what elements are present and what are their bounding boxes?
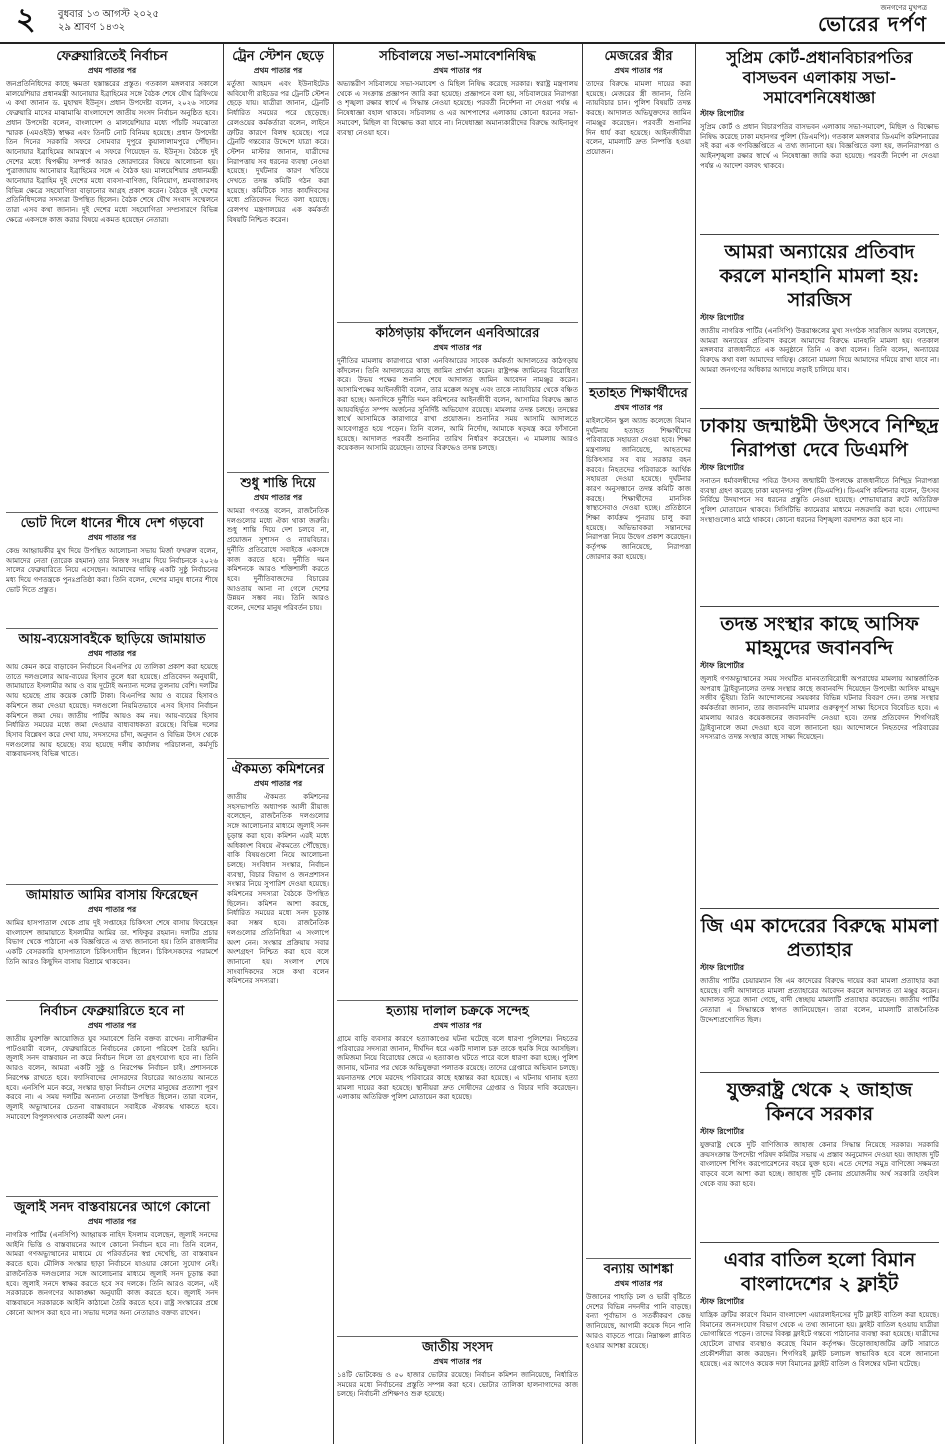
article [337, 1336, 578, 1446]
column-rule [223, 44, 224, 1444]
page-number: ২ [16, 2, 36, 37]
section-rule [700, 408, 939, 409]
article-body: দুর্নীতির মামলায় কারাগারে থাকা এনবিআরের সাবেক কর্মকর্তা আদালতের কাঠগড়ায় কাঁদলেন। তিনি আদালতের কাছে জামিন প্রার্থনা করেন। রাষ্ট্রপক্ষ জামিনের বিরোধিতা করে। উভয় পক্ষের শুনানি শেষে আদালত জামিন আবেদন নামঞ্জুর করেন। আসামিপক্ষের আইনজীবী বলেন, তার মক্কেল অসুস্থ এবং তাকে ন্যায়বিচার থেকে বঞ্চিত করা হচ্ছে। অন্যদিকে দুর্নীতি দমন কমিশনের আইনজীবী বলেন, আসামির বিরুদ্ধে জ্ঞাত আয়বহির্ভূত সম্পদ অর্জনের সুনির্দিষ্ট অভিযোগ রয়েছে। মামলার তদন্ত চলছে। তদন্তের স্বার্থে আসামিকে কারাগারে রাখা প্রয়োজন। শুনানির সময় আসামি আদালতে আবেগাপ্লুত হয়ে পড়েন। তিনি বলেন, আমি নির্দোষ, আমাকে ষড়যন্ত্র করে ফাঁসানো হয়েছে। আদালত পরবর্তী শুনানির তারিখ নির্ধারণ করেছেন। এ মামলায় আরও কয়েকজন আসামি রয়েছেন। তাদের বিরুদ্ধেও তদন্ত চলছে। [337, 357, 578, 453]
article-body: জাতীয় পার্টির চেয়ারম্যান জি এম কাদেরের বিরুদ্ধে দায়ের করা মামলা প্রত্যাহার করা হয়েছে। বাদী আদালতে মামলা প্রত্যাহারের আবেদন করলে আদালত তা মঞ্জুর করেন। আদালত সূত্রে জানা গেছে, বাদী স্বেচ্ছায় মামলাটি প্রত্যাহার করেছেন। জাতীয় পার্টির নেতারা এ সিদ্ধান্তকে স্বাগত জানিয়েছেন। তারা বলেন, মামলাটি রাজনৈতিক উদ্দেশ্যপ্রণোদিত ছিল। [700, 977, 939, 1024]
issue-date-gregorian: বুধবার ১৩ আগস্ট ২০২৫ [58, 9, 159, 20]
column-rule [582, 44, 583, 1444]
masthead-tagline: জনগণের মুখপত্র [880, 4, 927, 12]
issue-date [58, 8, 159, 34]
column-rule [333, 44, 334, 1444]
masthead [818, 4, 927, 36]
article-body: যুক্তরাষ্ট্র থেকে দুটি বাণিজ্যিক জাহাজ কেনার সিদ্ধান্ত নিয়েছে সরকার। সরকারি ক্রয়সংক্রান্ত উপদেষ্টা পরিষদ কমিটির সভায় এ প্রস্তাব অনুমোদন দেওয়া হয়। জাহাজ দুটি বাংলাদেশ শিপিং করপোরেশনের বহরে যুক্ত হবে। এতে দেশের সমুদ্র বাণিজ্যে সক্ষমতা বাড়বে বলে আশা করা হচ্ছে। জাহাজ দুটি কেনায় প্রয়োজনীয় অর্থ সরকারি তহবিল থেকে ব্যয় করা হবে। [700, 1141, 939, 1188]
article-body: আমির হাসপাতাল থেকে প্রায় দুই সপ্তাহের চিকিৎসা শেষে বাসায় ফিরেছেন বাংলাদেশ জামায়াতে ইসলামীর আমির ডা. শফিকুর রহমান। দলটির প্রচার বিভাগ থেকে পাঠানো এক বিজ্ঞপ্তিতে এ তথ্য জানানো হয়। তিনি রাজধানীর একটি বেসরকারি হাসপাতালে চিকিৎসাধীন ছিলেন। চিকিৎসকদের পরামর্শে তিনি আরও কিছুদিন বাসায় বিশ্রামে থাকবেন। [6, 919, 218, 966]
article-kicker: প্রথম পাতার পর [614, 1279, 663, 1288]
article [337, 1000, 578, 1332]
article-body: জুলাই গণঅভ্যুত্থানের সময় সংঘটিত মানবতাবিরোধী অপরাধের মামলায় আন্তর্জাতিক অপরাধ ট্রাইব্যুনালের তদন্ত সংস্থার কাছে জবানবন্দি দিয়েছেন উপদেষ্টা আসিফ মাহমুদ সজীব ভূঁইয়া। তিনি আন্দোলনের সময়কার বিভিন্ন ঘটনার বিবরণ দেন। তদন্ত সংস্থার কর্মকর্তারা জানান, তার জবানবন্দি মামলার গুরুত্বপূর্ণ সাক্ষ্য হিসেবে বিবেচিত হবে। এ মামলায় আরও কয়েকজনের জবানবন্দি নেওয়া হবে। তদন্ত প্রতিবেদন শিগগিরই ট্রাইব্যুনালে জমা দেওয়া হবে বলে জানানো হয়। আন্দোলনে নিহতদের পরিবারের সদস্যরাও তদন্ত সংস্থার কাছে সাক্ষ্য দিয়েছেন। [700, 675, 939, 742]
article-headline: হতাহত শিক্ষার্থীদের [586, 382, 691, 402]
article-body: গ্রামে বাড়ি ব্যবসার কারণে হত্যাকাণ্ডের ঘটনা ঘটেছে বলে ধারণা পুলিশের। নিহতের পরিবারের সদস্যরা জানান, দীর্ঘদিন ধরে একটি দালাল চক্র তাকে হুমকি দিয়ে আসছিল। জমিজমা নিয়ে বিরোধের জেরে এ হত্যাকাণ্ড ঘটতে পারে বলে ধারণা করা হচ্ছে। পুলিশ জানায়, ঘটনার পর থেকে অভিযুক্তরা পলাতক রয়েছে। তাদের গ্রেপ্তারে অভিযান চলছে। ময়নাতদন্ত শেষে মরদেহ পরিবারের কাছে হস্তান্তর করা হয়েছে। এ ঘটনায় থানায় হত্যা মামলা দায়ের করা হয়েছে। স্থানীয়রা দ্রুত দোষীদের গ্রেপ্তার ও বিচার দাবি করেছেন। এলাকায় অতিরিক্ত পুলিশ মোতায়েন করা হয়েছে। [337, 1035, 578, 1102]
article-headline: ঐকমত্য কমিশনের [227, 758, 329, 778]
article-headline: যুক্তরাষ্ট্র থেকে ২ জাহাজ কিনবে সরকার [726, 1079, 913, 1125]
article-kicker: প্রথম পাতার পর [614, 66, 663, 75]
article-kicker: প্রথম পাতার পর [433, 66, 482, 75]
article-headline: জামায়াত আমির বাসায় ফিরেছেন [6, 884, 218, 904]
article-kicker: প্রথম পাতার পর [433, 1021, 482, 1030]
section-rule [700, 1242, 939, 1243]
article-headline: সুপ্রিম কোর্ট-প্রধানবিচারপতির বাসভবন এলাকায় সভা-সমাবেশনিষেধাজ্ঞা [726, 48, 913, 107]
article [6, 1196, 218, 1446]
article-body: জনপ্রতিনিধিদের কাছে ক্ষমতা হস্তান্তরের প্রস্তুত। গতকাল মঙ্গলবার সকালে মালয়েশিয়ার প্রধানমন্ত্রী আনোয়ার ইব্রাহিমের সঙ্গে বৈঠক শেষে যৌথ ব্রিফিংয়ে এ কথা জানান ড. মুহাম্মদ ইউনূস। প্রধান উপদেষ্টা বলেন, ২০২৬ সালের ফেব্রুয়ারি মাসের মাঝামাঝি বাংলাদেশে জাতীয় সংসদ নির্বাচন অনুষ্ঠিত হবে। প্রধান উপদেষ্টা বলেন, বাংলাদেশ ও মালয়েশিয়ার মধ্যে পাঁচটি সমঝোতা স্মারক (এমওইউ) স্বাক্ষর এবং তিনটি নোট বিনিময় হয়েছে। প্রধান উপদেষ্টা তিন দিনের সরকারি সফরে সোমবার দুপুরে কুয়ালালামপুরে পৌঁছান। আনোয়ার ইব্রাহিমের আমন্ত্রণে এ সফরে গিয়েছেন ড. ইউনূস। বৈঠকে দুই দেশের মধ্যে দ্বিপক্ষীয় সম্পর্ক আরও জোরদারের বিষয়ে আলোচনা হয়। পুত্রাজায়ায় আনোয়ার ইব্রাহিমের সঙ্গে এ বৈঠক হয়। মালয়েশিয়ার প্রধানমন্ত্রী আনোয়ার ইব্রাহিম দুই দেশের মধ্যে ব্যবসা-বাণিজ্য, বিনিয়োগ, শ্রমবাজারসহ বিভিন্ন ক্ষেত্রে সহযোগিতা বাড়ানোর আগ্রহ প্রকাশ করেন। বৈঠকে দুই দেশের প্রতিনিধিদলের সদস্যরা উপস্থিত ছিলেন। বৈঠক শেষে যৌথ সংবাদ সম্মেলনে তারা এসব কথা জানান। দুই দেশের মধ্যে সহযোগিতা সম্প্রসারণে বিভিন্ন ক্ষেত্রে একসঙ্গে কাজ করার বিষয়ে একমত হয়েছেন নেতারা। [6, 80, 218, 224]
article [700, 1076, 939, 1240]
article-headline: আমরা অন্যায়ের প্রতিবাদ করলে মানহানি মামলা হয়: সারজিস [719, 241, 920, 311]
article-kicker: স্টাফ রিপোর্টার [700, 109, 745, 118]
article-body: তাদের বিরুদ্ধে মামলা দায়ের করা হয়েছে। মেজরের স্ত্রী জানান, তিনি ন্যায়বিচার চান। পুলিশ বিষয়টি তদন্ত করছে। আদালত অভিযুক্তদের জামিন নামঞ্জুর করেছেন। পরবর্তী শুনানির দিন ধার্য করা হয়েছে। আইনজীবীরা বলেন, মামলাটি দ্রুত নিষ্পত্তি হওয়া প্রয়োজন। [586, 80, 691, 156]
article-kicker: প্রথম পাতার পর [253, 493, 303, 502]
article-body: মাইলস্টোন স্কুল অ্যান্ড কলেজে বিমান দুর্ঘটনায় হতাহত শিক্ষার্থীদের পরিবারকে সহায়তা দেওয়া হবে। শিক্ষা মন্ত্রণালয় জানিয়েছে, আহতদের চিকিৎসার সব ব্যয় সরকার বহন করবে। নিহতদের পরিবারকে আর্থিক সহায়তা দেওয়া হয়েছে। দুর্ঘটনার কারণ অনুসন্ধানে তদন্ত কমিটি কাজ করছে। শিক্ষার্থীদের মানসিক স্বাস্থ্যসেবাও দেওয়া হচ্ছে। প্রতিষ্ঠানে শিক্ষা কার্যক্রম পুনরায় চালু করা হয়েছে। অভিভাবকরা সন্তানদের নিরাপত্তা নিয়ে উদ্বেগ প্রকাশ করেছেন। কর্তৃপক্ষ জানিয়েছে, নিরাপত্তা জোরদার করা হয়েছে। [586, 417, 691, 561]
article-headline: জুলাই সনদ বাস্তবায়নের আগে কোনো [6, 1196, 218, 1216]
section-rule [700, 1072, 939, 1073]
section-rule [700, 908, 939, 909]
article-kicker: প্রথম পাতার পর [87, 66, 137, 75]
article [227, 46, 329, 468]
article-headline: ভোট দিলে ধানের শীষে দেশ গড়বো [6, 512, 218, 532]
article-body: কেন্দ্র আহ্বায়কীর মুখ দিয়ে উপস্থিত আলোচনা সভায় মির্জা ফখরুল বলেন, আমাদের নেতা (তারেক রহমান) তার নিজস্ব সংগ্রাম দিয়ে নির্বাচনকে ২০২৬ সালের ফেব্রুয়ারিতে নিয়ে এসেছেন। আমাদের দায়িত্ব একটি সুষ্ঠু নির্বাচনের মধ্য দিয়ে গণতন্ত্রকে পুনঃপ্রতিষ্ঠা করা। তিনি বলেন, দেশের মানুষ ধানের শীষে ভোট দিতে প্রস্তুত। [6, 547, 218, 594]
article [700, 912, 939, 1070]
article-kicker: প্রথম পাতার পর [253, 779, 303, 788]
article-body: জাতীয় নাগরিক পার্টির (এনসিপি) উত্তরাঞ্চলের মুখ্য সংগঠক সারজিস আলম বলেছেন, আমরা অন্যায়ের প্রতিবাদ করলে আমাদের বিরুদ্ধে মানহানি মামলা হয়। গতকাল মঙ্গলবার রাজধানীতে এক অনুষ্ঠানে তিনি এ কথা বলেন। তিনি বলেন, অন্যায়ের বিরুদ্ধে কথা বলা আমাদের দায়িত্ব। কোনো মামলা দিয়ে আমাদের দমিয়ে রাখা যাবে না। আমরা জনগণের অধিকার আদায়ে লড়াই চালিয়ে যাব। [700, 327, 939, 374]
article [700, 46, 939, 232]
article-headline: এবার বাতিল হলো বিমান বাংলাদেশের ২ ফ্লাইট [723, 1249, 916, 1295]
article [6, 884, 218, 996]
article-kicker: স্টাফ রিপোর্টার [700, 1297, 745, 1306]
article-headline: শুধু শান্তি দিয়ে [227, 472, 329, 492]
article-headline: নির্বাচন ফেব্রুয়ারিতে হবে না [6, 1000, 218, 1020]
section-rule [700, 606, 939, 607]
article-kicker: প্রথম পাতার পর [87, 905, 137, 914]
article-body: আমরা গণতন্ত্র বলেন, রাজনৈতিক দলগুলোর মধ্যে ঐক্য থাকা জরুরি। শুধু শান্তি দিয়ে দেশ চলবে না, প্রয়োজন সুশাসন ও ন্যায়বিচার। দুর্নীতি প্রতিরোধে সবাইকে একসঙ্গে কাজ করতে হবে। দুর্নীতি দমন কমিশনকে আরও শক্তিশালী করতে হবে। দুর্নীতিবাজদের বিচারের আওতায় আনা না গেলে দেশের উন্নয়ন সম্ভব নয়। তিনি আরও বলেন, দেশের মানুষ পরিবর্তন চায়। [227, 507, 329, 613]
article-headline: ঢাকায় জন্মাষ্টমী উৎসবে নিশ্ছিদ্র নিরাপত্তা দেবে ডিএমপি [700, 415, 939, 461]
article-body: নাগরিক পার্টির (এনসিপি) আহ্বায়ক নাহিদ ইসলাম বলেছেন, জুলাই সনদের আইনি ভিত্তি ও বাস্তবায়নের আগে কোনো নির্বাচন হবে না। তিনি বলেন, আমরা গণঅভ্যুত্থানের মাধ্যমে যে পরিবর্তনের স্বপ্ন দেখেছি, তা বাস্তবায়ন করতে হবে। মৌলিক সংস্কার ছাড়া নির্বাচনে যাওয়ার কোনো সুযোগ নেই। রাজনৈতিক দলগুলোর সঙ্গে আলোচনার মাধ্যমে জুলাই সনদ চূড়ান্ত করা হবে। জুলাই সনদে স্বাক্ষর করতে হবে সব দলকে। তিনি আরও বলেন, এই সরকারকে জনগণের আকাঙ্ক্ষা অনুযায়ী কাজ করতে হবে। জুলাই সনদ বাস্তবায়নে সরকারকে আইনি কাঠামো তৈরি করতে হবে। রাষ্ট্র সংস্কারের প্রশ্নে কোনো আপস করা হবে না। সভায় দলের অন্য নেতারাও বক্তব্য রাখেন। [6, 1231, 218, 1317]
article-headline: সচিবালয়ে সভা-সমাবেশনিষিদ্ধ [379, 49, 536, 64]
article-body: উজানের পাহাড়ি ঢল ও ভারী বৃষ্টিতে দেশের বিভিন্ন নদনদীর পানি বাড়ছে। বন্যা পূর্বাভাস ও সতর্কীকরণ কেন্দ্র জানিয়েছে, আগামী কয়েক দিনে পানি আরও বাড়তে পারে। নিম্নাঞ্চল প্লাবিত হওয়ার আশঙ্কা রয়েছে। [586, 1293, 691, 1350]
article-body: জাতীয় ঐকমত্য কমিশনের সহসভাপতি অধ্যাপক আলী রীয়াজ বলেছেন, রাজনৈতিক দলগুলোর সঙ্গে আলোচনার মাধ্যমে জুলাই সনদ চূড়ান্ত করা হবে। কমিশন এরই মধ্যে অধিকাংশ বিষয়ে ঐকমত্যে পৌঁছেছে। বাকি বিষয়গুলো নিয়ে আলোচনা চলছে। সংবিধান সংস্কার, নির্বাচন ব্যবস্থা, বিচার বিভাগ ও জনপ্রশাসন সংস্কার নিয়ে সুপারিশ দেওয়া হয়েছে। কমিশনের সদস্যরা বৈঠকে উপস্থিত ছিলেন। কমিশন আশা করছে, নির্ধারিত সময়ের মধ্যে সনদ চূড়ান্ত করা সম্ভব হবে। রাজনৈতিক দলগুলোর প্রতিনিধিরা এ সংলাপে অংশ নেন। সংস্কার প্রক্রিয়ায় সবার অংশগ্রহণ নিশ্চিত করা হবে বলে জানানো হয়। সংলাপ শেষে সাংবাদিকদের সঙ্গে কথা বলেন কমিশনের সদস্যরা। [227, 793, 329, 986]
page-header [0, 0, 945, 44]
article-kicker: প্রথম পাতার পর [87, 649, 137, 658]
article [227, 758, 329, 1446]
article [337, 322, 578, 996]
article [700, 412, 939, 604]
article-kicker: স্টাফ রিপোর্টার [700, 661, 745, 670]
article [6, 1000, 218, 1192]
article-body: ১৪টি ভোটকেন্দ্র ও ৫০ হাজার ভোটার রয়েছে। নির্বাচন কমিশন জানিয়েছে, নির্ধারিত সময়ের মধ্যে নির্বাচনের প্রস্তুতি সম্পন্ন করা হবে। ভোটার তালিকা হালনাগাদের কাজ চলছে। নির্বাচনী প্রশিক্ষণও শুরু হয়েছে। [337, 1371, 578, 1399]
article-body: আয় কেমন করে বাড়াবেন নির্বাচনে বিএনপির যে তালিকা প্রকাশ করা হয়েছে তাতে দলগুলোর আয়-ব্যয়ের হিসাব তুলে ধরা হয়েছে। প্রতিবেদন অনুযায়ী, জামায়াতে ইসলামীর আয় ও ব্যয় দুটোই অন্যান্য দলের তুলনায় বেশি। দলটির আয় হয়েছে প্রায় কয়েক কোটি টাকা। বিএনপির আয় ও ব্যয়ের হিসাবও কমিশনে জমা দেওয়া হয়েছে। দলগুলো নিয়মিতভাবে এসব হিসাব নির্বাচন কমিশনে জমা দেয়। জাতীয় পার্টির আয়ও কম নয়। আয়-ব্যয়ের হিসাব নির্ধারিত সময়ের মধ্যে জমা দেওয়ার বাধ্যবাধকতা রয়েছে। বিভিন্ন দলের হিসাব বিশ্লেষণ করে দেখা যায়, সদস্যদের চাঁদা, অনুদান ও বিভিন্ন উৎস থেকে দলগুলোর আয় হয়েছে। ব্যয় হয়েছে দলীয় কার্যালয় পরিচালনা, কর্মসূচি বাস্তবায়নসহ বিভিন্ন খাতে। [6, 663, 218, 759]
section-rule [700, 234, 939, 235]
article-headline: জাতীয় সংসদ [337, 1336, 578, 1356]
article [6, 512, 218, 624]
article-kicker: স্টাফ রিপোর্টার [700, 1127, 745, 1136]
article-headline: হত্যায় দালাল চক্রকে সন্দেহ [337, 1000, 578, 1020]
column-rule [695, 44, 696, 1444]
article [337, 46, 578, 318]
article-kicker: প্রথম পাতার পর [253, 66, 303, 75]
article [700, 238, 939, 406]
article-headline: কাঠগড়ায় কাঁদলেন এনবিআরের [337, 322, 578, 342]
article-body: মর্তুজা আহমদ এবং ইউনাইটেড অবিযোগী রাইডের পর ট্রেনটি স্টেশন ছেড়ে যায়। যাত্রীরা জানান, ট্রেনটি নির্ধারিত সময়ের পরে ছেড়েছে। রেলওয়ের কর্মকর্তারা বলেন, লাইনে ত্রুটির কারণে বিলম্ব হয়েছে। পরে ট্রেনটি গন্তব্যের উদ্দেশে যাত্রা করে। স্টেশন মাস্টার জানান, যাত্রীদের নিরাপত্তায় সব ধরনের ব্যবস্থা নেওয়া হয়েছে। দুর্ঘটনার কারণ খতিয়ে দেখতে তদন্ত কমিটি গঠন করা হয়েছে। কমিটিকে সাত কার্যদিবসের মধ্যে প্রতিবেদন দিতে বলা হয়েছে। রেলপথ মন্ত্রণালয়ের এক কর্মকর্তা বিষয়টি নিশ্চিত করেন। [227, 80, 329, 224]
article-headline: মেজরের স্ত্রীর [604, 49, 673, 64]
article-headline: জি এম কাদেরের বিরুদ্ধে মামলা প্রত্যাহার [700, 915, 939, 961]
article [586, 382, 691, 1254]
article-kicker: প্রথম পাতার পর [433, 1357, 482, 1366]
article-body: সনাতন ধর্মাবলম্বীদের পবিত্র উৎসব জন্মাষ্টমী উপলক্ষে রাজধানীতে নিশ্ছিদ্র নিরাপত্তা ব্যবস্থা গ্রহণ করেছে ঢাকা মহানগর পুলিশ (ডিএমপি)। ডিএমপি কমিশনার বলেন, উৎসব নির্বিঘ্নে উদযাপনে সব ধরনের প্রস্তুতি নেওয়া হয়েছে। শোভাযাত্রার রুটে অতিরিক্ত পুলিশ মোতায়েন থাকবে। সিসিটিভি ক্যামেরার মাধ্যমে নজরদারি করা হবে। গোয়েন্দা সংস্থাগুলোও মাঠে থাকবে। কোনো ধরনের বিশৃঙ্খলা বরদাশত করা হবে না। [700, 477, 939, 524]
article-body: অভ্যন্তরীণ সচিবালয়ে সভা-সমাবেশ ও মিছিল নিষিদ্ধ করেছে সরকার। স্বরাষ্ট্র মন্ত্রণালয় থেকে এ সংক্রান্ত প্রজ্ঞাপন জারি করা হয়েছে। প্রজ্ঞাপনে বলা হয়, সচিবালয়ের নিরাপত্তা ও শৃঙ্খলা রক্ষার স্বার্থে এ সিদ্ধান্ত নেওয়া হয়েছে। পরবর্তী নির্দেশনা না দেওয়া পর্যন্ত এ নিষেধাজ্ঞা বহাল থাকবে। সচিবালয় ও এর আশপাশের এলাকায় কোনো ধরনের সভা-সমাবেশ, মিছিল বা বিক্ষোভ করা যাবে না। নিষেধাজ্ঞা অমান্যকারীদের বিরুদ্ধে আইনানুগ ব্যবস্থা নেওয়া হবে। [337, 80, 578, 137]
masthead-name: ভোরের দর্পণ [818, 12, 927, 36]
article [227, 472, 329, 754]
article-kicker: প্রথম পাতার পর [87, 1217, 137, 1226]
article-kicker: স্টাফ রিপোর্টার [700, 463, 745, 472]
article-body: জাতীয় যুবশক্তি আয়োজিত যুব সমাবেশে তিনি বক্তব্য রাখেন। নাসীরুদ্দীন পাটওয়ারী বলেন, ফেব্রুয়ারিতে নির্বাচনের কোনো পরিবেশ তৈরি হয়নি। জুলাই সনদ বাস্তবায়ন না করে নির্বাচন দিলে তা গ্রহণযোগ্য হবে না। তিনি আরও বলেন, আমরা একটি সুষ্ঠু ও নিরপেক্ষ নির্বাচন চাই। প্রশাসনকে নিরপেক্ষ রাখতে হবে। ফ্যাসিবাদের দোসরদের বিচারের আওতায় আনতে হবে। এনসিপি মনে করে, সংস্কার ছাড়া নির্বাচন দেশের মানুষের প্রত্যাশা পূরণ করবে না। এ সময় দলটির অন্যান্য নেতারা উপস্থিত ছিলেন। তারা বলেন, জুলাই অভ্যুত্থানের চেতনা বাস্তবায়নে সবাইকে ঐক্যবদ্ধ থাকতে হবে। সমাবেশে বিপুলসংখ্যক নেতাকর্মী অংশ নেন। [6, 1035, 218, 1121]
issue-date-bengali: ২৯ শ্রাবণ ১৪৩২ [58, 22, 126, 33]
article [6, 628, 218, 880]
article-headline: ট্রেন স্টেশন ছেড়ে [232, 49, 324, 64]
article-body: যান্ত্রিক ত্রুটির কারণে বিমান বাংলাদেশ এয়ারলাইনসের দুটি ফ্লাইট বাতিল করা হয়েছে। বিমানের জনসংযোগ বিভাগ থেকে এ তথ্য জানানো হয়। ফ্লাইট বাতিল হওয়ায় যাত্রীরা ভোগান্তিতে পড়েন। তাদের বিকল্প ফ্লাইটে গন্তব্যে পাঠানোর ব্যবস্থা করা হয়েছে। যাত্রীদের হোটেলে রাখার ব্যবস্থাও করেছে বিমান কর্তৃপক্ষ। উড়োজাহাজটির ত্রুটি সারাতে প্রকৌশলীরা কাজ করছেন। শিগগিরই ফ্লাইট চলাচল স্বাভাবিক হবে বলে জানানো হয়েছে। এর আগেও কয়েক দফা বিমানের ফ্লাইট বাতিল ও বিলম্বের ঘটনা ঘটেছে। [700, 1311, 939, 1368]
article-kicker: প্রথম পাতার পর [614, 403, 663, 412]
article [586, 1258, 691, 1446]
article-headline: ফেব্রুয়ারিতেই নির্বাচন [56, 49, 168, 64]
article-kicker: প্রথম পাতার পর [87, 1021, 137, 1030]
article-kicker: স্টাফ রিপোর্টার [700, 313, 745, 322]
article-headline: তদন্ত সংস্থার কাছে আসিফ মাহমুদের জবানবন্দি [720, 613, 919, 659]
article [700, 1246, 939, 1446]
article-kicker: প্রথম পাতার পর [87, 533, 137, 542]
article-kicker: স্টাফ রিপোর্টার [700, 963, 745, 972]
article [700, 610, 939, 906]
article-body: সুপ্রিম কোর্ট ও প্রধান বিচারপতির বাসভবন এলাকায় সভা-সমাবেশ, মিছিল ও বিক্ষোভ নিষিদ্ধ করেছে ঢাকা মহানগর পুলিশ (ডিএমপি)। গতকাল মঙ্গলবার ডিএমপি কমিশনারের সই করা এক গণবিজ্ঞপ্তিতে এ তথ্য জানানো হয়। বিজ্ঞপ্তিতে বলা হয়, জননিরাপত্তা ও আইনশৃঙ্খলা রক্ষার স্বার্থে এ নিষেধাজ্ঞা জারি করা হয়েছে। পরবর্তী নির্দেশ না দেওয়া পর্যন্ত এ আদেশ বলবৎ থাকবে। [700, 123, 939, 170]
article [586, 46, 691, 378]
article-kicker: প্রথম পাতার পর [433, 343, 482, 352]
article [6, 46, 218, 508]
article-headline: বন্যায় আশঙ্কা [586, 1258, 691, 1278]
article-headline: আয়-ব্যয়েসাবইকে ছাড়িয়ে জামায়াত [6, 628, 218, 648]
